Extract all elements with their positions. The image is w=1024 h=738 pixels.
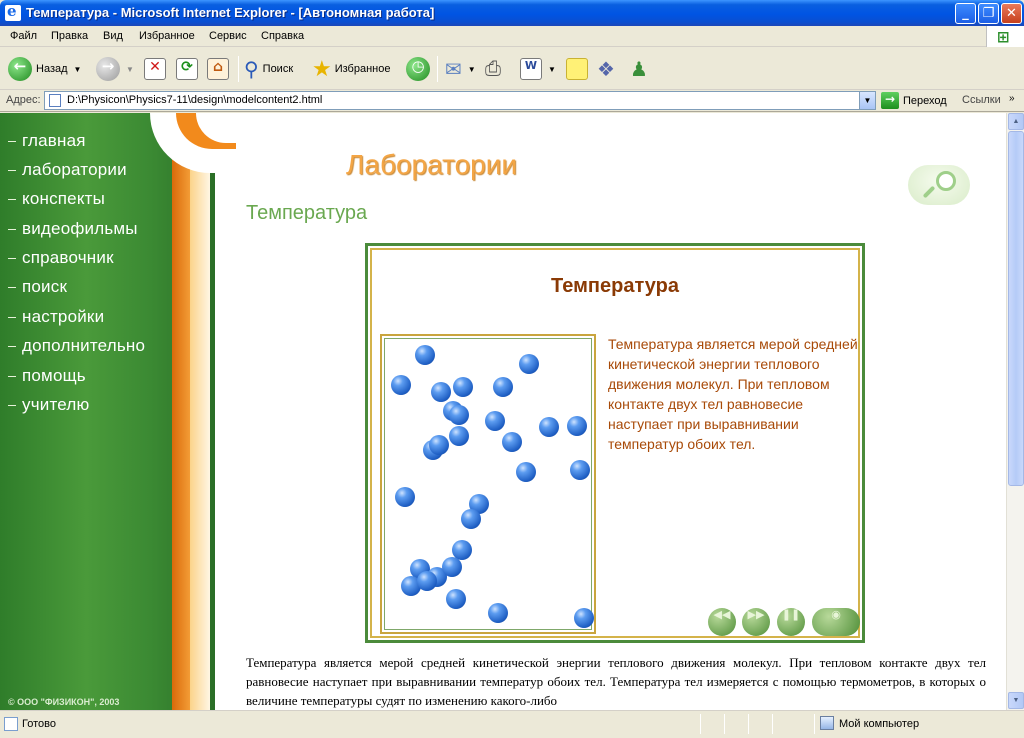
nav-label: главная	[22, 131, 86, 150]
stop-icon: ✕	[144, 58, 166, 80]
nav-label: видеофильмы	[22, 219, 138, 238]
menu-file[interactable]: Файл	[10, 30, 38, 42]
mail-icon: ✉	[445, 58, 462, 81]
scroll-down-icon[interactable]: ▼	[1008, 692, 1024, 709]
address-input[interactable]	[44, 91, 876, 110]
ie-logo-icon	[5, 5, 21, 21]
menu-bar	[0, 26, 1024, 47]
copyright: © ООО "ФИЗИКОН", 2003	[8, 697, 120, 707]
home-icon: ⌂	[207, 58, 229, 80]
model-panel	[370, 248, 860, 638]
star-icon: ★	[312, 56, 332, 81]
go-label: Переход	[903, 94, 947, 107]
nav-dash	[8, 170, 16, 171]
nav-label: поиск	[22, 277, 68, 296]
address-dropdown-icon[interactable]: ▼	[859, 92, 875, 109]
molecule-ball	[446, 589, 466, 609]
camera-button[interactable]: ◉	[812, 608, 860, 636]
dropdown-icon[interactable]: ▼	[73, 64, 82, 74]
sidebar	[0, 113, 230, 710]
molecule-ball	[442, 557, 462, 577]
nav-notes[interactable]	[8, 189, 105, 209]
page-icon	[49, 94, 61, 107]
history-button[interactable]	[406, 55, 430, 83]
molecule-ball	[391, 375, 411, 395]
go-arrow-icon: →	[881, 92, 899, 109]
discuss-button[interactable]	[566, 55, 588, 83]
address-label: Адрес:	[6, 94, 41, 106]
nav-dash	[8, 317, 16, 318]
nav-label: конспекты	[22, 189, 106, 208]
toolbar	[0, 48, 1024, 90]
page-heading: Лаборатории	[346, 149, 518, 180]
mail-button[interactable]	[445, 55, 476, 83]
molecule-ball	[449, 426, 469, 446]
history-icon: ◷	[406, 57, 430, 81]
status-divider	[772, 714, 773, 734]
status-bar	[0, 710, 1024, 738]
back-arrow-icon: ←	[8, 57, 32, 81]
molecule-area	[384, 338, 592, 630]
messenger-button[interactable]	[630, 55, 648, 83]
magnifier-button[interactable]	[908, 165, 970, 205]
title-bar	[0, 0, 1024, 26]
my-computer-icon	[820, 716, 834, 730]
model-title: Температура	[551, 275, 679, 297]
status-text: Готово	[22, 718, 56, 730]
molecule-ball	[417, 571, 437, 591]
nav-dash	[8, 199, 16, 200]
molecule-ball	[493, 377, 513, 397]
minimize-button[interactable]: _	[955, 3, 976, 24]
dropdown-icon[interactable]: ▼	[548, 64, 556, 74]
dropdown-icon[interactable]: ▼	[126, 64, 134, 74]
window-title: Температура - Microsoft Internet Explorer - [Автономная работа]	[26, 5, 435, 20]
pause-button[interactable]: ❚❚	[777, 608, 805, 636]
decor-orange-band	[172, 113, 192, 710]
messenger-icon: ♟	[630, 58, 648, 81]
molecule-box	[380, 334, 596, 634]
chevron-right-icon[interactable]: »	[1009, 93, 1015, 104]
rewind-button[interactable]: ◀◀	[708, 608, 736, 636]
status-divider	[724, 714, 725, 734]
menu-help[interactable]: Справка	[261, 30, 305, 42]
molecule-ball	[519, 354, 539, 374]
molecule-ball	[570, 460, 590, 480]
menu-tools[interactable]: Сервис	[209, 30, 247, 42]
nav-dash	[8, 376, 16, 377]
model-description: Температура является мерой средней кинетической энергии теплового движения молекул. При тепловом контакте двух тел равновесие наступает при выравнивании температур обоих тел.	[608, 336, 858, 452]
status-divider	[814, 714, 815, 734]
molecule-ball	[415, 345, 435, 365]
nav-dash	[8, 287, 16, 288]
nav-videos[interactable]	[8, 219, 138, 239]
address-url: D:\Physicon\Physics7-11\design\modelcontent2.html	[67, 94, 323, 106]
stop-button[interactable]	[144, 55, 166, 83]
scroll-thumb[interactable]	[1008, 131, 1024, 486]
favorites-label: Избранное	[334, 63, 391, 75]
close-button[interactable]: ✕	[1001, 3, 1022, 24]
status-divider	[748, 714, 749, 734]
status-divider	[700, 714, 701, 734]
nav-label: помощь	[22, 366, 86, 385]
molecule-ball	[502, 432, 522, 452]
nav-dash	[8, 141, 16, 142]
nav-reference[interactable]	[8, 248, 114, 268]
print-button[interactable]	[485, 55, 501, 83]
go-button[interactable]	[881, 92, 947, 109]
section-title: Температура	[246, 202, 368, 224]
windows-logo-icon: ⊞	[986, 26, 1024, 47]
forward-arrow-icon: →	[96, 57, 120, 81]
nav-label: настройки	[22, 307, 105, 326]
nav-help[interactable]	[8, 366, 86, 386]
nav-settings[interactable]	[8, 307, 104, 327]
address-bar	[0, 90, 1024, 112]
search-icon: ⚲	[244, 58, 259, 81]
molecule-ball	[574, 608, 594, 628]
body-paragraph: Температура является мерой средней кинетической энергии теплового движения молекул. При тепловом контакте двух тел равновесие наступает при выравнивании температур обоих тел. Температура тел измеряется с помощью термометров, в которых о величине температуры судят по изменению какого-либо	[246, 655, 986, 708]
molecule-ball	[461, 509, 481, 529]
page-viewport	[0, 113, 1006, 710]
nav-main[interactable]	[8, 131, 86, 151]
nav-extra[interactable]	[8, 336, 145, 356]
menu-view[interactable]: Вид	[103, 30, 123, 42]
separator	[437, 56, 438, 82]
molecule-ball	[453, 377, 473, 397]
nav-label: лаборатории	[22, 160, 127, 179]
molecule-ball	[516, 462, 536, 482]
magnifier-icon	[936, 171, 956, 191]
nav-dash	[8, 258, 16, 259]
molecule-ball	[431, 382, 451, 402]
molecule-ball	[449, 405, 469, 425]
refresh-icon: ⟳	[176, 58, 198, 80]
home-button[interactable]	[207, 55, 229, 83]
nav-label: учителю	[22, 395, 90, 414]
vertical-scrollbar[interactable]	[1006, 113, 1024, 710]
nav-label: справочник	[22, 248, 114, 267]
molecule-ball	[485, 411, 505, 431]
nav-search[interactable]	[8, 277, 67, 297]
nav-dash	[8, 229, 16, 230]
model-frame	[365, 243, 865, 643]
molecule-ball	[488, 603, 508, 623]
refresh-button[interactable]	[176, 55, 198, 83]
edit-button[interactable]	[520, 55, 556, 83]
maximize-button[interactable]: ❐	[978, 3, 999, 24]
word-icon: W	[520, 58, 542, 80]
dropdown-icon[interactable]: ▼	[467, 64, 476, 74]
decor-light-band	[190, 113, 210, 710]
back-label: Назад	[36, 63, 68, 75]
menu-favorites[interactable]: Избранное	[139, 30, 195, 42]
molecule-ball	[539, 417, 559, 437]
molecule-ball	[429, 435, 449, 455]
printer-icon: ⎙	[485, 57, 501, 80]
magnifier-handle	[923, 186, 936, 199]
nav-dash	[8, 405, 16, 406]
nav-dash	[8, 346, 16, 347]
molecule-ball	[395, 487, 415, 507]
molecule-ball	[567, 416, 587, 436]
nav-labs[interactable]	[8, 160, 127, 180]
research-icon: ❖	[597, 58, 615, 81]
nav-label: дополнительно	[22, 336, 146, 355]
search-label: Поиск	[262, 63, 294, 75]
fast-forward-button[interactable]: ▶▶	[742, 608, 770, 636]
note-icon	[566, 58, 588, 80]
menu-edit[interactable]: Правка	[51, 30, 89, 42]
nav-teacher[interactable]	[8, 395, 89, 415]
page-status-icon	[4, 717, 18, 731]
search-button[interactable]	[244, 55, 293, 83]
links-label[interactable]: Ссылки	[962, 94, 1001, 106]
zone-text: Мой компьютер	[839, 718, 920, 730]
favorites-button[interactable]	[312, 55, 390, 83]
scroll-up-icon[interactable]: ▲	[1008, 113, 1024, 130]
forward-button[interactable]	[96, 55, 134, 83]
research-button[interactable]	[597, 55, 615, 83]
back-button[interactable]	[8, 55, 81, 83]
separator	[238, 56, 239, 82]
